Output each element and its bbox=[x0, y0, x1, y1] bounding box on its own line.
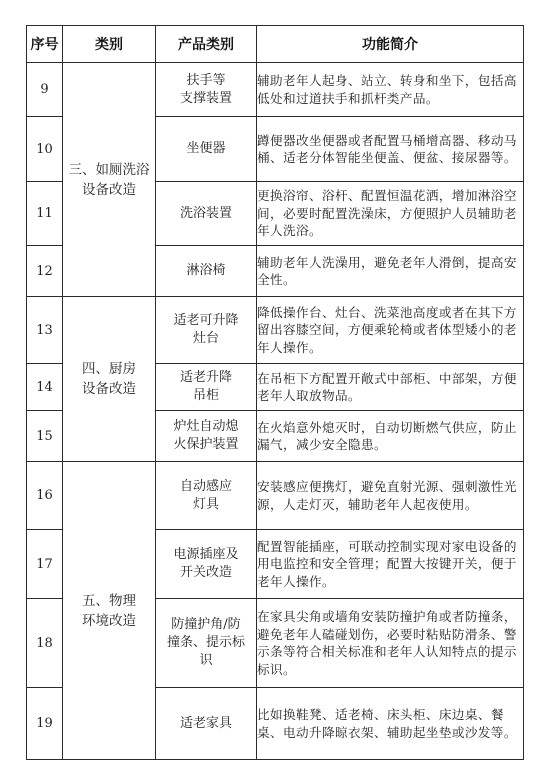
product-label-line: 支撑装置 bbox=[179, 90, 232, 106]
category-label-line: 环境改造 bbox=[82, 612, 136, 629]
row-number: 14 bbox=[27, 364, 63, 411]
product-label-line: 洗浴装置 bbox=[179, 205, 232, 221]
product-cell bbox=[156, 364, 257, 411]
description-cell: 配置智能插座，可联动控制实现对家电设备的用电监控和安全管理；配置大按键开关，便于老年人操作。 bbox=[257, 530, 524, 599]
product-label-line: 防撞护角/防 bbox=[171, 617, 241, 632]
description-cell: 比如换鞋凳、适老椅、床头柜、床边桌、餐桌、电动升降晾衣架、辅助起坐垫或沙发等。 bbox=[257, 688, 524, 760]
product-cell bbox=[156, 182, 257, 246]
aging-adaptation-products-table bbox=[26, 25, 524, 760]
product-label-line: 吊柜 bbox=[192, 388, 219, 403]
category-cell-physical-environment bbox=[63, 462, 156, 760]
row-number: 13 bbox=[27, 297, 63, 364]
row-number: 15 bbox=[27, 411, 63, 462]
description-cell: 在火焰意外熄灭时，自动切断燃气供应，防止漏气，减少安全隐患。 bbox=[257, 411, 524, 462]
product-cell bbox=[156, 246, 257, 297]
product-label-line: 灯具 bbox=[192, 496, 219, 512]
category-cell-toilet-bath bbox=[63, 63, 156, 297]
row-number: 17 bbox=[27, 530, 63, 599]
product-cell bbox=[156, 462, 257, 530]
description-cell: 安装感应便携灯，避免直射光源、强刺激性光源，人走灯灭，辅助老年人起夜使用。 bbox=[257, 462, 524, 530]
category-label-line: 五、物理 bbox=[82, 592, 136, 609]
row-number: 11 bbox=[27, 182, 63, 246]
category-label-line: 设备改造 bbox=[82, 181, 136, 198]
product-cell bbox=[156, 63, 257, 117]
description-cell: 在家具尖角或墙角安装防撞护角或者防撞条，避免老年人磕碰划伤，必要时粘贴防滑条、警示条等符合相关标准和老年人认知特点的提示标识。 bbox=[257, 599, 524, 688]
category-label-line: 三、如厕洗浴 bbox=[68, 161, 150, 178]
product-label-line: 淋浴椅 bbox=[186, 263, 226, 278]
description-cell: 蹲便器改坐便器或者配置马桶增高器、移动马桶、适老分体智能坐便盖、便盆、接尿器等。 bbox=[257, 117, 524, 182]
product-cell bbox=[156, 599, 257, 688]
category-label-line: 四、厨房 bbox=[82, 361, 136, 377]
product-label-line: 坐便器 bbox=[186, 141, 226, 156]
description-cell: 降低操作台、灶台、洗菜池高度或者在其下方留出容膝空间，方便乘轮椅或者体型矮小的老年人操作。 bbox=[257, 297, 524, 364]
description-cell: 更换浴帘、浴杆、配置恒温花洒，增加淋浴空间，必要时配置洗澡床，方便照护人员辅助老年人洗浴。 bbox=[257, 182, 524, 246]
table-row bbox=[27, 462, 524, 530]
table-row bbox=[27, 63, 524, 117]
header-no: 序号 bbox=[27, 26, 63, 63]
header-function-intro: 功能简介 bbox=[257, 26, 524, 63]
product-label-line: 电源插座及 bbox=[173, 547, 239, 562]
table-row bbox=[27, 297, 524, 364]
row-number: 9 bbox=[27, 63, 63, 117]
product-label-line: 火保护装置 bbox=[173, 437, 239, 452]
header-category: 类别 bbox=[63, 26, 156, 63]
description-cell: 在吊柜下方配置开敞式中部柜、中部架，方便老年人取放物品。 bbox=[257, 364, 524, 411]
description-cell: 辅助老年人起身、站立、转身和坐下，包括高低处和过道扶手和抓杆类产品。 bbox=[257, 63, 524, 117]
product-label-line: 撞条、提示标 bbox=[166, 635, 245, 650]
product-label-line: 开关改造 bbox=[179, 565, 232, 580]
product-label-line: 灶台 bbox=[192, 331, 219, 346]
table-header-row bbox=[27, 26, 524, 63]
product-cell bbox=[156, 530, 257, 599]
product-label-line: 扶手等 bbox=[186, 72, 226, 88]
product-cell bbox=[156, 688, 257, 760]
product-cell bbox=[156, 117, 257, 182]
row-number: 12 bbox=[27, 246, 63, 297]
product-label-line: 识 bbox=[199, 653, 213, 668]
row-number: 19 bbox=[27, 688, 63, 760]
row-number: 16 bbox=[27, 462, 63, 530]
product-label-line: 炉灶自动熄 bbox=[173, 419, 239, 434]
product-label-line: 适老可升降 bbox=[173, 313, 239, 328]
header-product-category: 产品类别 bbox=[156, 26, 257, 63]
category-label-line: 设备改造 bbox=[82, 381, 136, 397]
product-label-line: 自动感应 bbox=[179, 478, 232, 494]
category-cell-kitchen bbox=[63, 297, 156, 462]
row-number: 18 bbox=[27, 599, 63, 688]
row-number: 10 bbox=[27, 117, 63, 182]
product-label-line: 适老家具 bbox=[179, 715, 232, 731]
product-label-line: 适老升降 bbox=[179, 370, 232, 385]
product-cell bbox=[156, 297, 257, 364]
product-cell bbox=[156, 411, 257, 462]
description-cell: 辅助老年人洗澡用，避免老年人滑倒，提高安全性。 bbox=[257, 246, 524, 297]
